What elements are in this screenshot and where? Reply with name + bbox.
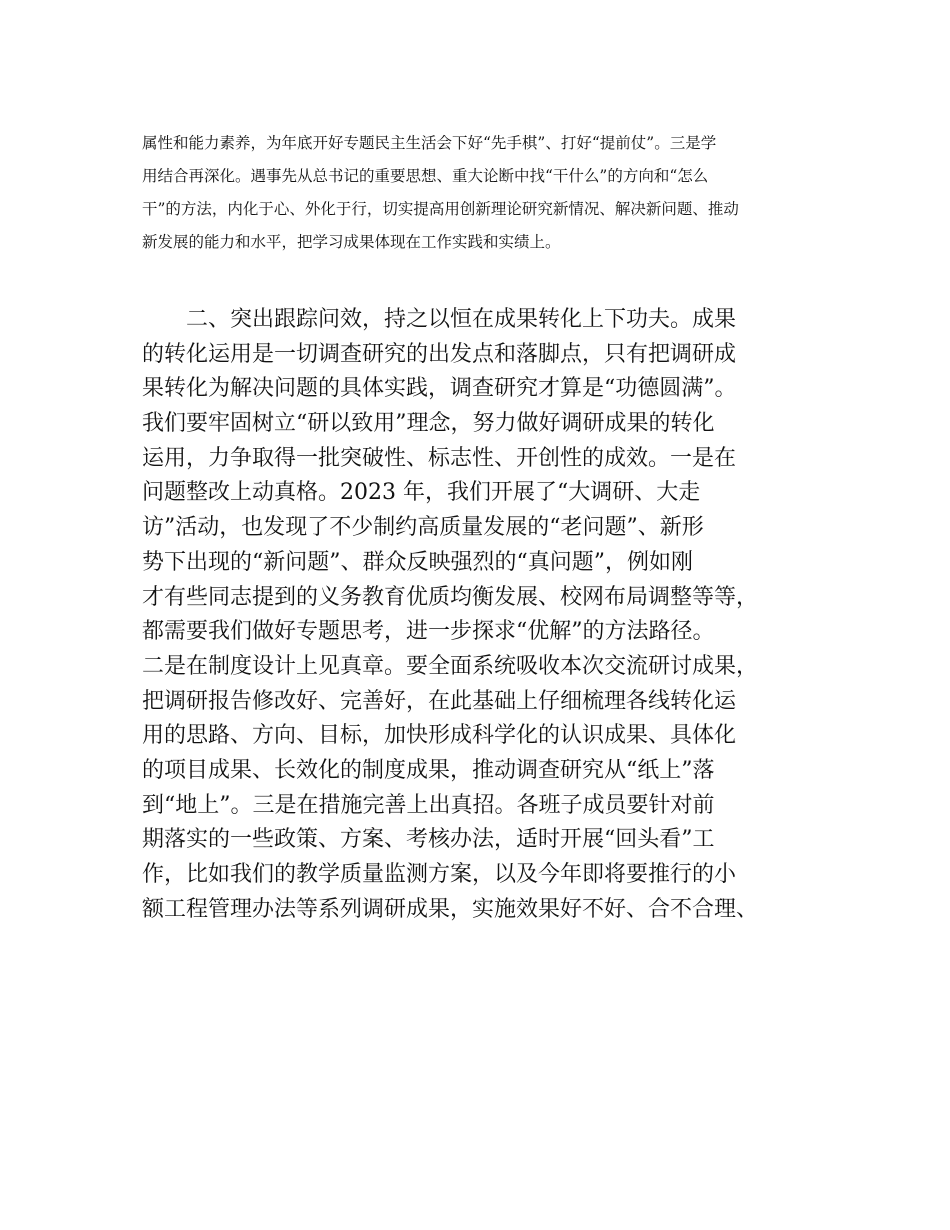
text-line: 干”的方法，内化于心、外化于行，切实提高用创新理论研究新情况、解决新问题、推动 [142,200,739,218]
text-line: 的转化运用是一切调查研究的出发点和落脚点，只有把调研成 [142,341,737,367]
text-line: 问题整改上动真格。2023 年，我们开展了“大调研、大走 [142,480,701,506]
text-line: 把调研报告修改好、完善好，在此基础上仔细梳理各线转化运 [142,688,737,714]
text-line: 到“地上”。三是在措施完善上出真招。各班子成员要针对前 [142,792,715,818]
text-line: 势下出现的“新问题”、群众反映强烈的“真问题”，例如刚 [142,549,693,575]
text-line: 作，比如我们的教学质量监测方案，以及今年即将要推行的小 [142,862,737,887]
text-line: 期落实的一些政策、方案、考核办法，适时开展“回头看”工 [142,827,715,853]
text-line: 属性和能力素养，为年底开好专题民主生活会下好“先手棋”、打好“提前仗”。三是学 [142,134,717,152]
text-line: 我们要牢固树立“研以致用”理念，努力做好调研成果的转化 [142,411,715,437]
continued-paragraph [142,127,822,259]
text-line: 果转化为解决问题的具体实践，调查研究才算是“功德圆满”。 [142,376,737,402]
text-line: 都需要我们做好专题思考，进一步探求“优解”的方法路径。 [142,619,715,645]
section-two-paragraph [142,303,832,927]
text-line: 运用，力争取得一批突破性、标志性、开创性的成效。一是在 [142,445,737,471]
text-line: 二、突出跟踪问效，持之以恒在成果转化上下功夫。成果 [142,307,737,332]
text-line: 用结合再深化。遇事先从总书记的重要思想、重大论断中找“干什么”的方向和“怎么 [142,167,709,185]
text-line: 额工程管理办法等系列调研成果，实施效果好不好、合不合理、 [142,896,759,922]
text-line: 新发展的能力和水平，把学习成果体现在工作实践和实绩上。 [142,233,561,251]
text-line: 用的思路、方向、目标，加快形成科学化的认识成果、具体化 [142,723,737,749]
text-line: 才有些同志提到的义务教育优质均衡发展、校网布局调整等等， [142,584,759,610]
text-line: 的项目成果、长效化的制度成果，推动调查研究从“纸上”落 [142,757,715,783]
text-line: 访”活动，也发现了不少制约高质量发展的“老问题”、新形 [142,515,704,541]
text-line: 二是在制度设计上见真章。要全面系统吸收本次交流研讨成果， [142,653,759,679]
